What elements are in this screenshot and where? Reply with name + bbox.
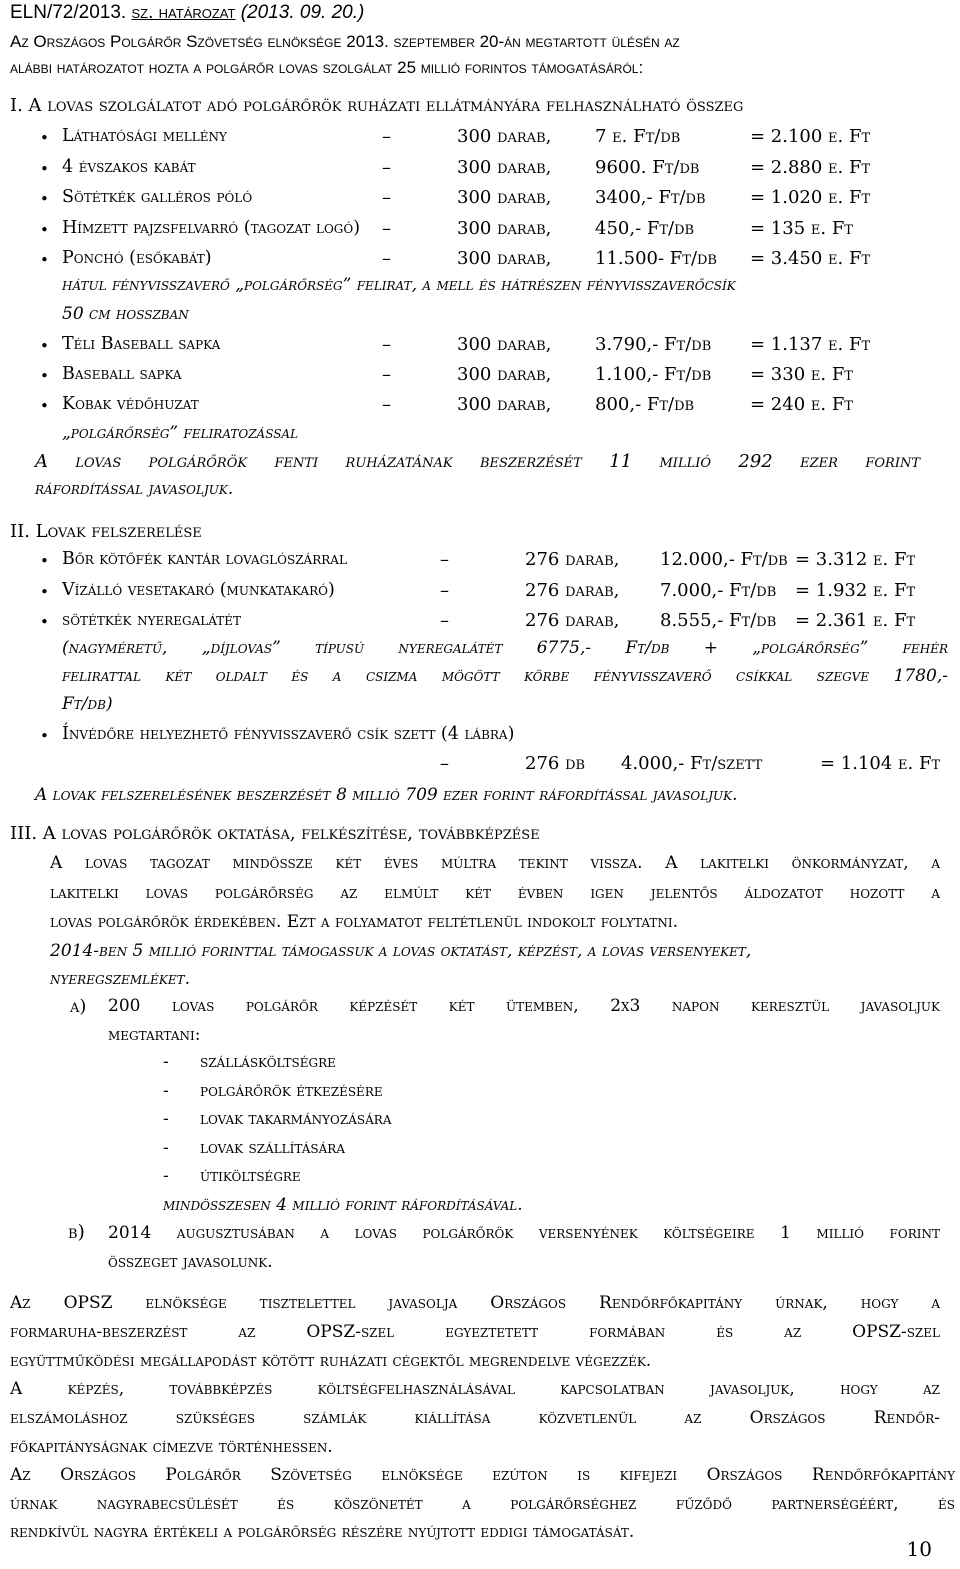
closing-p2-b: elszámoláshoz szükséges számlák kiállítása közvetlenül az Országos Rendőr- [10, 1408, 940, 1428]
s2-summary: A lovak felszerelésének beszerzését 8 millió 709 ezer forint ráfordítással javasoljuk. [35, 785, 738, 805]
section-1-title: I. A lovas szolgálatot adó polgárőrök ruházati ellátmányára felhasználható összeg [10, 95, 744, 116]
section-2-title: II. Lovak felszerelése [10, 521, 202, 542]
row-qty: 300 darab, [457, 126, 552, 147]
row-qty: 276 darab, [525, 549, 620, 570]
row-price: 3.790,- Ft/db [595, 334, 712, 355]
row-dash: – [382, 248, 391, 269]
bullet-icon: • [40, 552, 49, 570]
row-dash: – [382, 126, 391, 147]
row-name: Sötétkék galléros póló [62, 187, 253, 207]
summary-1b: ráfordítással javasoljuk. [35, 479, 234, 499]
bullet-icon: • [40, 397, 49, 415]
row-dash: – [382, 394, 391, 415]
list-dash: - [163, 1052, 169, 1072]
row-price: 7.000,- Ft/db [660, 579, 777, 601]
bullet-icon: • [40, 727, 49, 745]
item-a-label: a) [70, 996, 87, 1017]
note-1: hátul fényvisszaverő „polgárőrség” felirat, a mell és hátrészen fényvisszaverőcsík [62, 275, 736, 295]
resolution-label: sz. határozat [131, 2, 236, 23]
note-3: „polgárőrség” feliratozással [62, 423, 299, 443]
closing-p1-c: együttműködési megállapodást kötött ruházati cégektől megrendelve végezzék. [10, 1351, 652, 1371]
bullet-icon: • [40, 220, 49, 239]
closing-p3-b: úrnak nagyrabecsülését és köszönetét a polgárőrséghez fűződő partnerségéért, és [10, 1494, 955, 1514]
list-item: lovak szállítására [200, 1137, 345, 1158]
row-name: sötétkék nyeregalátét [62, 610, 242, 630]
bullet-icon: • [40, 190, 49, 208]
row-total: = 2.880 e. Ft [750, 156, 871, 178]
s2-note-1: (nagyméretű, „díjlovas” típusú nyeregalátét 6775,- Ft/db + „polgárőrség” fehér [62, 638, 948, 658]
row-price: 11.500- Ft/db [595, 248, 717, 269]
row-total: = 1.137 e. Ft [750, 334, 871, 355]
s2-note-3: Ft/db) [62, 694, 113, 714]
row-total: = 1.932 e. Ft [795, 579, 916, 601]
s2-item4-qty: 276 db [525, 753, 586, 774]
list-item: útiköltségre [200, 1166, 301, 1186]
item-b-line-1: 2014 augusztusában a lovas polgárőrök versenyének költségeire 1 millió forint [108, 1223, 940, 1243]
item-a-line-2: megtartani: [108, 1025, 201, 1045]
row-qty: 300 darab, [457, 156, 552, 178]
bullet-icon: • [40, 337, 49, 355]
row-name: 4 évszakos kabát [62, 156, 196, 177]
s3-p2: lakitelki lovas polgárőrség az elmúlt két évben igen jelentős áldozatot hozott a [50, 883, 940, 903]
note-2: 50 cm hosszban [62, 304, 189, 324]
row-name: Vízálló vesetakaró (munkatakaró) [62, 579, 335, 600]
row-name: Láthatósági mellény [62, 126, 227, 146]
row-dash: – [382, 187, 391, 208]
page-number: 10 [906, 1537, 932, 1561]
closing-p3-c: rendkívül nagyra értékeli a polgárőrség részére nyújtott eddigi támogatását. [10, 1522, 635, 1542]
row-name: Hímzett pajzsfelvarró (tagozat logó) [62, 217, 361, 238]
header-line-2: Az Országos Polgárőr Szövetség elnöksége 2013. szeptember 20-án megtartott ülésén az [10, 32, 680, 51]
document-reference [10, 2, 950, 24]
row-qty: 300 darab, [457, 334, 552, 355]
closing-p1-b: formaruha-beszerzést az OPSZ-szel egyeztetett formában és az OPSZ-szel [10, 1322, 940, 1342]
s2-item-4: Ínvédőre helyezhető fényvisszaverő csík szett (4 lábra) [62, 724, 515, 744]
bullet-icon: • [40, 613, 49, 631]
s3-p3: lovas polgárőrök érdekében. Ezt a folyamatot feltétlenül indokolt folytatni. [50, 912, 678, 932]
row-total: = 330 e. Ft [750, 364, 853, 385]
row-qty: 300 darab, [457, 248, 552, 269]
summary-1: A lovas polgárőrök fenti ruházatának beszerzését 11 millió 292 ezer forint [35, 451, 920, 472]
ref-number: ELN/72/2013. [10, 2, 127, 23]
row-price: 1.100,- Ft/db [595, 364, 712, 385]
bullet-icon: • [40, 159, 49, 178]
bullet-icon: • [40, 251, 49, 269]
row-price: 12.000,- Ft/db [660, 549, 788, 570]
row-name: Baseball sapka [62, 364, 182, 384]
row-qty: 276 darab, [525, 579, 620, 601]
row-dash: – [440, 549, 449, 570]
row-price: 450,- Ft/db [595, 217, 695, 239]
row-qty: 300 darab, [457, 364, 552, 385]
row-qty: 276 darab, [525, 610, 620, 631]
item-a-line-1: 200 lovas polgárőr képzését két ütemben, 2x3 napon keresztül javasoljuk [108, 996, 940, 1016]
item-a-total: mindösszesen 4 millió forint ráfordításával. [163, 1195, 523, 1215]
closing-p1-a: Az OPSZ elnöksége tisztelettel javasolja Országos Rendőrfőkapitány úrnak, hogy a [10, 1293, 940, 1313]
row-total: = 2.361 e. Ft [795, 610, 916, 631]
bullet-icon: • [40, 582, 49, 601]
resolution-date: (2013. 09. 20.) [240, 2, 365, 23]
row-name: Ponchó (esőkabát) [62, 248, 212, 268]
list-item: polgárőrök étkezésére [200, 1080, 383, 1101]
row-name: Téli Baseball sapka [62, 334, 221, 354]
row-name: Bőr kötőfék kantár lovaglószárral [62, 549, 347, 569]
row-total: = 240 e. Ft [750, 394, 853, 415]
row-qty: 300 darab, [457, 394, 552, 415]
row-price: 7 e. Ft/db [595, 126, 681, 147]
s3-p1: A lovas tagozat mindössze két éves múltra tekint vissza. A lakitelki önkormányzat, a [50, 853, 940, 873]
row-total: = 135 e. Ft [750, 217, 853, 239]
closing-p2-a: A képzés, továbbképzés költségfelhasználásával kapcsolatban javasoljuk, hogy az [10, 1379, 940, 1399]
s2-item4-price: 4.000,- Ft/szett [621, 753, 763, 774]
list-dash: - [163, 1137, 169, 1158]
row-qty: 300 darab, [457, 217, 552, 239]
s3-p4: 2014-ben 5 millió forinttal támogassuk a lovas oktatást, képzést, a lovas versenyeket, [50, 941, 752, 961]
row-qty: 300 darab, [457, 187, 552, 208]
row-total: = 2.100 e. Ft [750, 126, 871, 147]
row-price: 3400,- Ft/db [595, 187, 706, 208]
s2-item4-dash: – [440, 753, 449, 774]
bullet-icon: • [40, 367, 49, 385]
list-item: szállásköltségre [200, 1052, 336, 1072]
item-b-line-2: összeget javasolunk. [108, 1252, 273, 1272]
list-dash: - [163, 1109, 169, 1129]
row-dash: – [382, 156, 391, 178]
s3-p5: nyeregszemléket. [50, 969, 191, 989]
row-price: 9600. Ft/db [595, 156, 700, 178]
list-dash: - [163, 1166, 169, 1186]
row-dash: – [440, 610, 449, 631]
list-dash: - [163, 1080, 169, 1101]
row-dash: – [440, 579, 449, 601]
row-name: Kobak védőhuzat [62, 394, 199, 414]
row-price: 800,- Ft/db [595, 394, 695, 415]
row-total: = 1.020 e. Ft [750, 187, 871, 208]
closing-p2-c: főkapitányságnak címezve történhessen. [10, 1437, 333, 1457]
row-total: = 3.450 e. Ft [750, 248, 871, 269]
row-total: = 3.312 e. Ft [795, 549, 916, 570]
header-line-3: alábbi határozatot hozta a polgárőr lovas szolgálat 25 millió forintos támogatásáról: [10, 58, 644, 77]
row-price: 8.555,- Ft/db [660, 610, 777, 631]
row-dash: – [382, 217, 391, 239]
s2-item4-total: = 1.104 e. Ft [820, 753, 941, 774]
s2-note-2: felirattal két oldalt és a csizma mögött körbe fényvisszaverő csíkkal szegve 1780,- [62, 666, 948, 686]
row-dash: – [382, 364, 391, 385]
closing-p3-a: Az Országos Polgárőr Szövetség elnöksége ezúton is kifejezi Országos Rendőrfőkapitány [10, 1465, 955, 1485]
row-dash: – [382, 334, 391, 355]
section-3-title: III. A lovas polgárőrök oktatása, felkészítése, továbbképzése [10, 823, 540, 844]
list-item: lovak takarmányozására [200, 1109, 392, 1129]
bullet-icon: • [40, 129, 49, 147]
item-b-label: b) [68, 1221, 85, 1243]
